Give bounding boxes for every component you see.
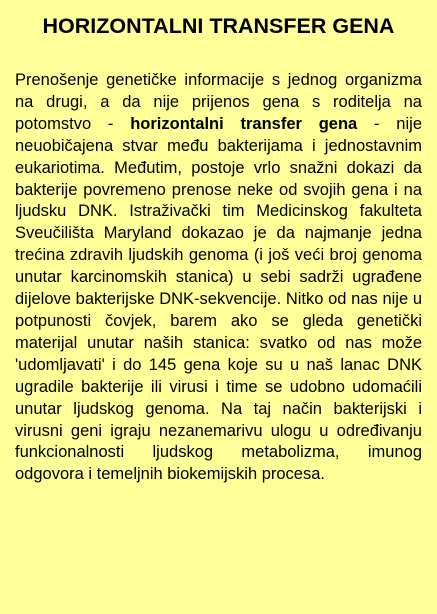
paragraph-text-after: - nije neuobičajena stvar među bakterijama i jednostavnim eukariotima. Međutim, postoje vrlo snažni dokazi da bakterije povremeno prenose neke od svojih gena i na ljudsku DNK. Istraživački tim Medicinskog fakulteta Sveučilišta Maryland dokazao je da najmanje jedna trećina zdravih ljudskih genoma (i još veći broj genoma unutar karcinomskih stanica) u sebi sadrži ugrađene dijelove bakterijske DNK-sekvencije. Nitko od nas nije u potpunosti čovjek, barem ako se gleda genetički materijal unutar naših stanica: svatko od nas može 'udomljavati' i do 145 gena koje su u naš lanac DNK ugradile bakterije ili virusi i time se udobno udomaćili unutar ljudskog genoma. Na taj način bakterijski i virusni geni igraju nezanemarivu ulogu u određivanju funkcionalnosti ljudskog metabolizma, imunog odgovora i temeljnih biokemijskih procesa. xyxy=(15,114,422,484)
paragraph-text-before: Prenošenje genetičke informacije s jednog organizma na drugi, a da nije prijenos gena s roditelja na potomstvo - xyxy=(15,71,422,133)
document-title: HORIZONTALNI TRANSFER GENA xyxy=(42,14,395,38)
paragraph-bold-term: horizontalni transfer gena xyxy=(130,114,358,133)
body-paragraph xyxy=(15,70,422,486)
